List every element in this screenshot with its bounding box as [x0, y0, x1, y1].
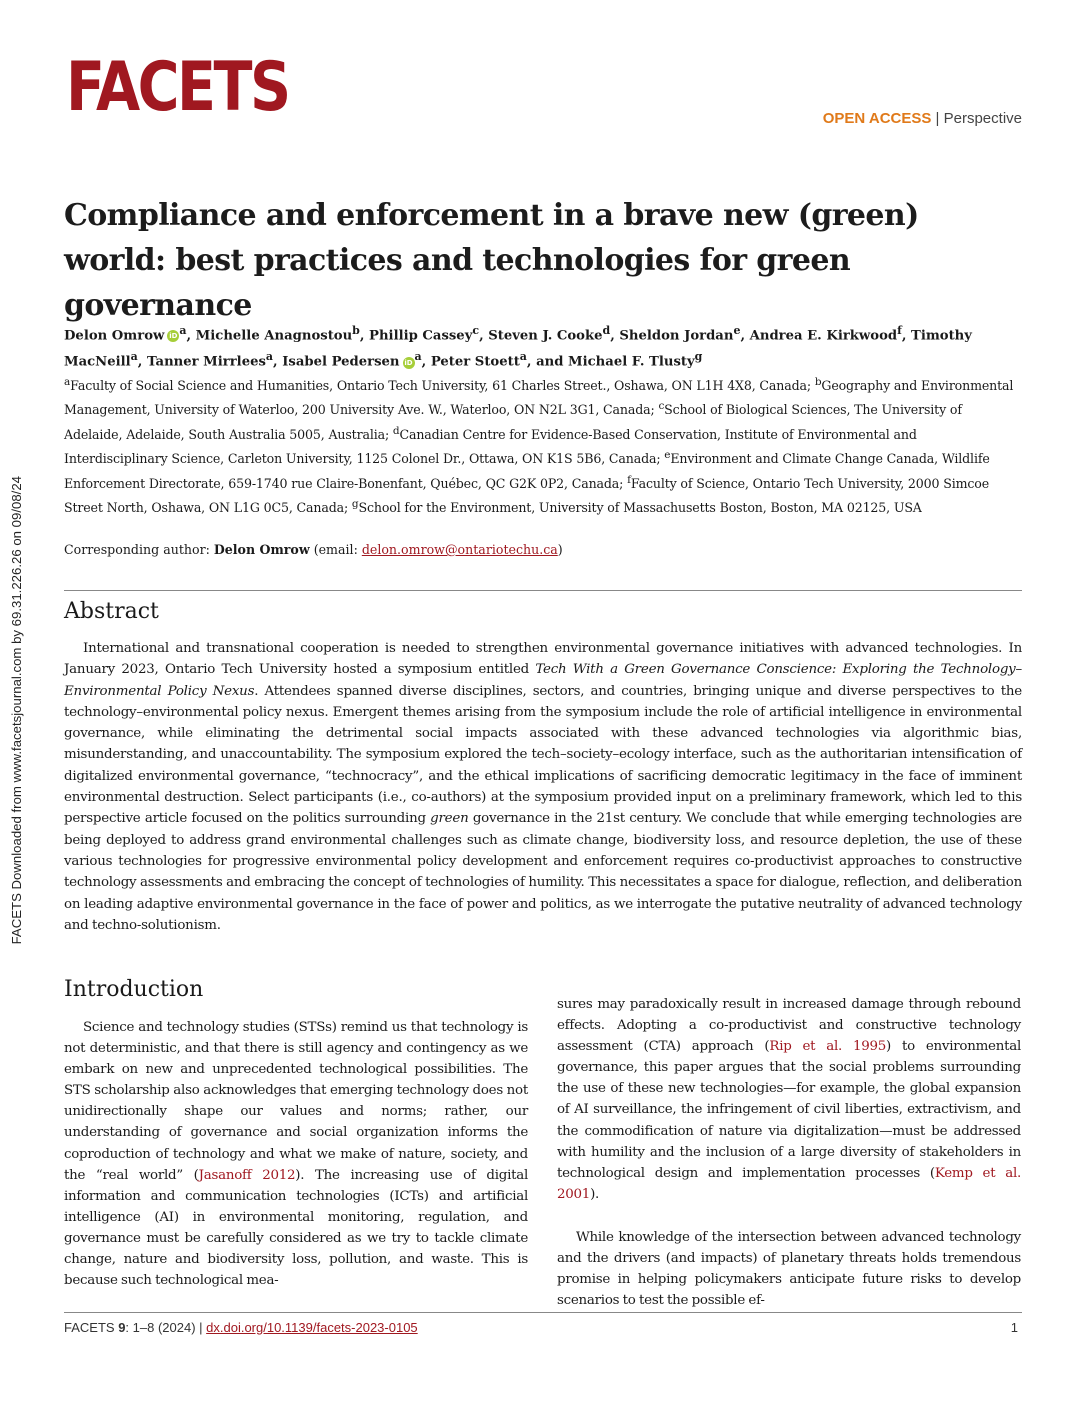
citation-link[interactable]: Jasanoff 2012 — [198, 1167, 296, 1183]
author-name: , Peter Stoett — [421, 354, 520, 370]
affiliation-marker: c — [472, 324, 480, 337]
affiliation-marker: a — [64, 376, 71, 388]
introduction-column-left — [64, 1017, 528, 1291]
facets-logo: FACETS — [66, 48, 289, 127]
body-text: Science and technology studies (STSs) remind us that technology is not deterministic, and that there is still agency and contingency as we embark on new and unprecedented technological possibilities. The STS scholarship also acknowledges that emerging technology does not unidirectionally shape our values and norms; rather, our understanding of governance and social organization informs the coproduction of technology and what we make of nature, society, and the “real world” ( — [64, 1020, 528, 1183]
header-separator: | — [931, 110, 944, 127]
email-suffix: ) — [557, 542, 563, 557]
abstract-heading: Abstract — [64, 599, 159, 624]
email-link[interactable]: delon.omrow@ontariotechu.ca — [361, 542, 558, 557]
body-text: ) to environmental governance, this paper argues that the social problems surrounding the use of these new technologies—for example, the global expansion of AI surveillance, the infringement of civil liberties, extractivism, and the commodification of nature via digitalization—must be addressed with humility and the inclusion of a large diversity of stakeholders in technological design and implementation processes ( — [557, 1039, 1021, 1181]
emphasis: green — [430, 811, 469, 827]
author-name: , Steven J. Cooke — [479, 328, 603, 344]
symposium-title: Tech With a Green Governance Conscience: Exploring the Technology–Environmental Policy Nexus — [64, 662, 1022, 699]
affiliation-marker: d — [602, 324, 611, 337]
affiliation-marker: a — [414, 350, 422, 364]
affiliation-text: School for the Environment, University of Massachusetts Boston, Boston, MA 02125, USA — [358, 500, 922, 516]
orcid-icon[interactable]: iD — [169, 332, 178, 341]
body-text: sures may paradoxically result in increased damage through rebound effects. Adopting a co-productivist and constructive technology assessment (CTA) approach ( — [557, 997, 1021, 1055]
author-list — [64, 320, 1024, 373]
affiliation-text: School of Biological Sciences, The University of Adelaide, Adelaide, South Australia 5005, Australia; — [64, 402, 962, 442]
affiliation-marker: b — [352, 324, 360, 337]
corresponding-name: Delon Omrow — [213, 542, 310, 557]
affiliation-text: Geography and Environmental Management, University of Waterloo, 200 University Ave. W., Waterloo, ON N2L 3G1, Canada; — [64, 378, 1014, 418]
abstract-segment: . Attendees spanned diverse disciplines, sectors, and countries, bringing unique and diverse perspectives to the technology–environmental policy nexus. Emergent themes arising from the symposium include the role of artificial intelligence in environmental governance, while eliminating the detrimental social impacts associated with these advanced technologies via algorithmic bias, misunderstanding, and unaccountability. The symposium explored the tech–society–ecology interface, such as the authoritarian intensification of digitalized environmental governance, “technocracy”, and the ethical implications of sacrificing democratic legitimacy in the face of imminent environmental destruction. Select participants (i.e., co-authors) at the symposium provided input on a preliminary framework, which led to this perspective article focused on the politics surrounding — [64, 683, 1022, 827]
citation-link[interactable]: Rip et al. 1995 — [769, 1039, 887, 1055]
footer-citation — [64, 1320, 418, 1335]
introduction-paragraph: While knowledge of the intersection between advanced technology and the drivers (and impacts) of planetary threats holds tremendous promise in helping policymakers anticipate future risks to develop scenarios to test the possible ef- — [557, 1230, 1021, 1309]
footer-divider — [64, 1312, 1022, 1313]
footer-separator: | — [195, 1320, 207, 1335]
affiliation-marker: b — [814, 376, 822, 388]
author-name: , Isabel Pedersen — [273, 354, 400, 370]
author-name: , and Michael F. Tlusty — [526, 354, 695, 370]
corresponding-author — [64, 540, 563, 560]
page-number: 1 — [1010, 1320, 1018, 1335]
author-name: , Tanner Mirrlees — [137, 354, 266, 370]
abstract-text — [64, 638, 1022, 936]
download-watermark — [5, 415, 27, 1005]
corresponding-label: Corresponding author: — [64, 542, 214, 557]
body-text: ). — [590, 1186, 600, 1202]
affiliation-marker: a — [519, 350, 527, 364]
affiliation-marker: a — [265, 350, 274, 364]
affiliation-marker: g — [694, 350, 703, 364]
open-access-label: OPEN ACCESS — [822, 110, 932, 127]
affiliation-text: Faculty of Social Science and Humanities, Ontario Tech University, 61 Charles Street., Oshawa, ON L1H 4X8, Canada; — [70, 378, 815, 394]
abstract-segment: governance in the 21st century. We conclude that while emerging technologies are being deployed to address grand environmental challenges such as climate change, biodiversity loss, and resource depletion, the use of these various technologies for progressive environmental policy development and enforcement requires co-productivist approaches to constructive technology assessments and embracing the concept of technologies of humility. This necessitates a space for dialogue, reflection, and deliberation on leading adaptive environmental governance in the face of power and politics, as we interrogate the putative neutrality of advanced technology and techno-solutionism. — [64, 811, 1022, 933]
affiliation-marker: f — [627, 473, 631, 486]
citation-link[interactable]: Kemp et al. 2001 — [557, 1165, 1021, 1202]
affiliation-marker: a — [130, 350, 138, 364]
affiliation-marker: f — [897, 324, 902, 337]
doi-link[interactable]: dx.doi.org/10.1139/facets-2023-0105 — [206, 1320, 418, 1335]
footer-journal: FACETS — [64, 1320, 119, 1335]
affiliation-text: Environment and Climate Change Canada, Wildlife Enforcement Directorate, 659-1740 rue Claire-Bonenfant, Québec, QC G2K 0P2, Canada; — [64, 451, 990, 491]
download-watermark-text: FACETS Downloaded from www.facetsjournal.com by 69.31.226.26 on 09/08/24 — [8, 475, 24, 945]
affiliation-marker: e — [733, 324, 741, 337]
author-name: , Andrea E. Kirkwood — [740, 328, 898, 344]
author-name: Delon Omrow — [64, 328, 165, 344]
affiliation-marker: c — [658, 400, 665, 413]
email-prefix: (email: — [309, 542, 362, 557]
author-name: , Phillip Cassey — [359, 328, 473, 344]
article-type-label: Perspective — [943, 110, 1022, 127]
article-type-header — [823, 110, 1022, 127]
affiliation-marker: g — [351, 497, 359, 510]
footer-volume: 9 — [118, 1320, 126, 1335]
affiliation-marker: d — [392, 424, 400, 437]
body-text: ). The increasing use of digital information and communication technologies (ICTs) and artificial intelligence (AI) in environmental monitoring, regulation, and governance must be carefully considered as we try to tackle climate change, nature and biodiversity loss, pollution, and waste. This is because such technological mea- — [64, 1167, 528, 1289]
affiliation-text: Faculty of Science, Ontario Tech University, 2000 Simcoe Street North, Oshawa, ON L1G 0C5, Canada; — [64, 475, 990, 516]
introduction-heading: Introduction — [64, 977, 204, 1002]
introduction-column-right — [557, 994, 1021, 1205]
author-name: , Timothy MacNeill — [64, 328, 972, 370]
affiliation-marker: a — [179, 324, 187, 337]
affiliation-marker: e — [664, 449, 671, 462]
abstract-segment: International and transnational cooperation is needed to strengthen environmental governance initiatives with advanced technologies. In January 2023, Ontario Tech University hosted a symposium entitled — [64, 641, 1022, 678]
article-title: Compliance and enforcement in a brave new (green) world: best practices and technologies for green governance — [64, 198, 919, 323]
author-name: , Sheldon Jordan — [610, 328, 734, 344]
author-name: , Michelle Anagnostou — [186, 328, 353, 344]
section-divider — [64, 590, 1022, 591]
footer-pages: : 1–8 (2024) — [125, 1320, 196, 1335]
orcid-icon[interactable]: iD — [404, 358, 413, 367]
affiliation-text: Canadian Centre for Evidence-Based Conservation, Institute of Environmental and Interdisciplinary Science, Carleton University, 1125 Colonel Dr., Ottawa, ON K1S 5B6, Canada; — [64, 426, 917, 467]
affiliations — [64, 372, 1024, 518]
